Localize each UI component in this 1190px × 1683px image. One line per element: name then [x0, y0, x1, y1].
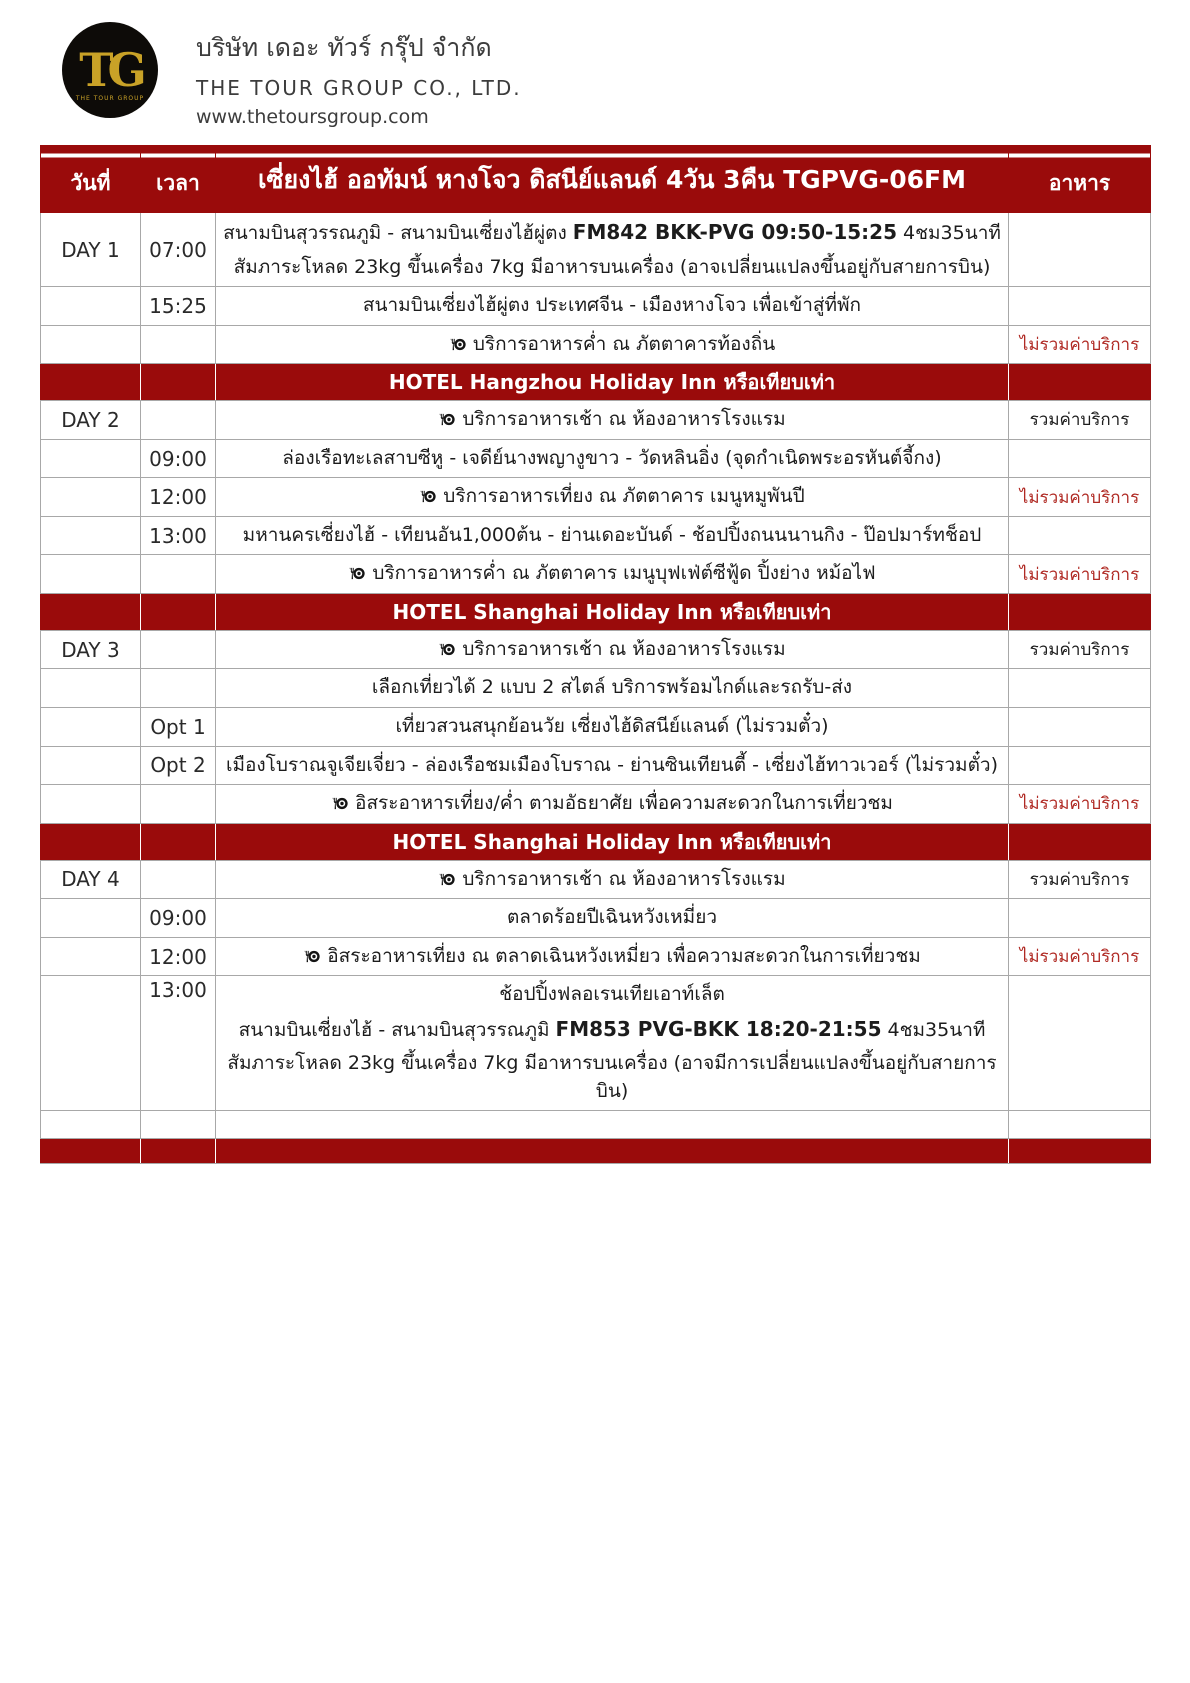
footer-band-row — [41, 1139, 1151, 1164]
itinerary-row — [41, 630, 1151, 669]
company-logo — [62, 22, 158, 118]
itinerary-row — [41, 555, 1151, 594]
itinerary-row — [41, 708, 1151, 747]
detail-line: ตลาดร้อยปีเฉินหวังเหมี่ยว — [506, 906, 718, 929]
detail-line: ล่องเรือทะเลสาบซีหู - เจดีย์นางพญางูขาว - วัดหลินอิ่ง (จุดกำเนิดพระอรหันต์จี้กง) — [282, 446, 942, 469]
day-cell — [41, 899, 141, 938]
hotel-name: HOTEL Hangzhou Holiday Inn หรือเทียบเท่า — [216, 364, 1009, 401]
meal-status-cell: รวมค่าบริการ — [1009, 860, 1151, 899]
detail-line: มหานครเซี่ยงไฮ้ - เทียนอัน1,000ต้น - ย่านเดอะบันด์ - ช้อปปิ้งถนนนานกิง - ป๊อปมาร์ทช็อป — [242, 523, 982, 546]
detail-cell — [216, 860, 1009, 899]
detail-line: บริการอาหารเช้า ณ ห้องอาหารโรงแรม — [222, 403, 1002, 437]
meal-status-cell — [1009, 1139, 1151, 1164]
meal-status-cell: รวมค่าบริการ — [1009, 401, 1151, 440]
dining-icon — [419, 489, 436, 504]
hotel-row — [41, 593, 1151, 630]
day-cell — [41, 478, 141, 517]
day-cell — [41, 364, 141, 401]
day-cell — [41, 1139, 141, 1164]
meal-status-cell — [1009, 823, 1151, 860]
time-cell: 09:00 — [141, 899, 216, 938]
hotel-name: HOTEL Shanghai Holiday Inn หรือเทียบเท่า — [216, 593, 1009, 630]
time-cell — [141, 860, 216, 899]
column-header-meal: อาหาร — [1009, 146, 1151, 213]
hotel-row — [41, 364, 1151, 401]
company-name-th: บริษัท เดอะ ทัวร์ กรุ๊ป จำกัด — [196, 33, 492, 62]
time-cell — [141, 1111, 216, 1139]
dining-icon — [449, 337, 466, 352]
itinerary-row — [41, 401, 1151, 440]
dining-icon — [348, 566, 365, 581]
meal-status-cell: ไม่รวมค่าบริการ — [1009, 325, 1151, 364]
time-cell: 12:00 — [141, 478, 216, 517]
itinerary-row — [41, 976, 1151, 1111]
dining-icon — [438, 412, 455, 427]
detail-cell — [216, 708, 1009, 747]
time-cell — [141, 785, 216, 824]
itinerary-row — [41, 899, 1151, 938]
time-cell — [141, 593, 216, 630]
day-cell: DAY 1 — [41, 213, 141, 287]
itinerary-row — [41, 785, 1151, 824]
itinerary-row — [41, 746, 1151, 785]
meal-status-cell: ไม่รวมค่าบริการ — [1009, 937, 1151, 976]
day-cell — [41, 516, 141, 555]
day-cell: DAY 2 — [41, 401, 141, 440]
detail-line: บริการอาหารเช้า ณ ห้องอาหารโรงแรม — [222, 863, 1002, 897]
detail-cell — [216, 439, 1009, 478]
time-cell — [141, 823, 216, 860]
spacer-row — [41, 1111, 1151, 1139]
time-cell — [141, 630, 216, 669]
itinerary-row — [41, 213, 1151, 287]
time-cell: 12:00 — [141, 937, 216, 976]
time-cell: 13:00 — [141, 516, 216, 555]
day-cell — [41, 823, 141, 860]
itinerary-row — [41, 439, 1151, 478]
detail-line: บริการอาหารค่ำ ณ ภัตตาคาร เมนูบุฟเฟ่ต์ซีฟู้ด ปิ้งย่าง หม้อไฟ — [222, 557, 1002, 591]
detail-cell — [216, 976, 1009, 1111]
hotel-row — [41, 823, 1151, 860]
meal-status-cell — [1009, 516, 1151, 555]
meal-status-cell — [1009, 976, 1151, 1111]
company-header — [62, 22, 522, 128]
itinerary-row — [41, 516, 1151, 555]
detail-line: สนามบินเซี่ยงไฮ้ผู่ตง ประเทศจีน - เมืองหางโจว เพื่อเข้าสู่ที่พัก — [362, 294, 862, 317]
detail-cell — [216, 401, 1009, 440]
dining-icon — [303, 949, 320, 964]
table-header-row — [41, 146, 1151, 213]
detail-line: สัมภาระโหลด 23kg ขึ้นเครื่อง 7kg มีอาหารบนเครื่อง (อาจเปลี่ยนแปลงขึ้นอยู่กับสายการบิน) — [233, 255, 991, 278]
detail-cell — [216, 785, 1009, 824]
itinerary-row — [41, 325, 1151, 364]
logo-caption: THE TOUR GROUP — [75, 95, 145, 102]
detail-line: อิสระอาหารเที่ยง/ค่ำ ตามอัธยาศัย เพื่อความสะดวกในการเที่ยวชม — [222, 787, 1002, 821]
day-cell — [41, 937, 141, 976]
detail-cell — [216, 1139, 1009, 1164]
meal-status-cell: ไม่รวมค่าบริการ — [1009, 555, 1151, 594]
day-cell: DAY 4 — [41, 860, 141, 899]
detail-line: เมืองโบราณจูเจียเจี่ยว - ล่องเรือชมเมืองโบราณ - ย่านซินเทียนตี้ - เซี่ยงไฮ้ทาวเวอร์ (ไม่รวมตั๋ว) — [225, 753, 999, 776]
detail-cell — [216, 1111, 1009, 1139]
meal-status-cell — [1009, 708, 1151, 747]
column-header-time: เวลา — [141, 146, 216, 213]
meal-status-cell: ไม่รวมค่าบริการ — [1009, 785, 1151, 824]
day-cell — [41, 708, 141, 747]
logo-monogram: TG — [79, 43, 141, 97]
detail-cell — [216, 478, 1009, 517]
time-cell — [141, 401, 216, 440]
itinerary-row — [41, 478, 1151, 517]
day-cell — [41, 287, 141, 326]
detail-cell — [216, 899, 1009, 938]
detail-cell — [216, 516, 1009, 555]
detail-cell — [216, 630, 1009, 669]
dining-icon — [331, 796, 348, 811]
detail-line: เที่ยวสวนสนุกย้อนวัย เซี่ยงไฮ้ดิสนีย์แลนด์ (ไม่รวมตั๋ว) — [395, 715, 829, 738]
meal-status-cell: ไม่รวมค่าบริการ — [1009, 478, 1151, 517]
time-cell — [141, 364, 216, 401]
meal-status-cell — [1009, 364, 1151, 401]
dining-icon — [438, 642, 455, 657]
itinerary-row — [41, 937, 1151, 976]
detail-line: บริการอาหารเที่ยง ณ ภัตตาคาร เมนูหมูพันปี — [222, 480, 1002, 514]
itinerary-row — [41, 287, 1151, 326]
detail-line: สนามบินเซี่ยงไฮ้ - สนามบินสุวรรณภูมิ FM853 PVG-BKK 18:20-21:55 4ชม35นาที — [238, 1016, 986, 1041]
detail-cell — [216, 746, 1009, 785]
time-cell: Opt 1 — [141, 708, 216, 747]
meal-status-cell — [1009, 593, 1151, 630]
meal-status-cell: รวมค่าบริการ — [1009, 630, 1151, 669]
time-cell — [141, 669, 216, 708]
detail-line: สัมภาระโหลด 23kg ขึ้นเครื่อง 7kg มีอาหารบนเครื่อง (อาจมีการเปลี่ยนแปลงขึ้นอยู่กับสายการบิน) — [227, 1052, 997, 1102]
time-cell: Opt 2 — [141, 746, 216, 785]
detail-line: บริการอาหารเช้า ณ ห้องอาหารโรงแรม — [222, 633, 1002, 667]
day-cell — [41, 669, 141, 708]
tour-title: เซี่ยงไฮ้ ออทัมน์ หางโจว ดิสนีย์แลนด์ 4วัน 3คืน TGPVG-06FM — [216, 146, 1009, 213]
day-cell — [41, 1111, 141, 1139]
detail-cell — [216, 937, 1009, 976]
detail-cell — [216, 213, 1009, 287]
detail-cell — [216, 669, 1009, 708]
day-cell — [41, 746, 141, 785]
itinerary-rows — [41, 213, 1151, 1164]
detail-line: บริการอาหารค่ำ ณ ภัตตาคารท้องถิ่น — [222, 328, 1002, 362]
detail-line: สนามบินสุวรรณภูมิ - สนามบินเซี่ยงไฮ้ผู่ตง FM842 BKK-PVG 09:50-15:25 4ชม35นาที — [223, 220, 1001, 244]
day-cell — [41, 325, 141, 364]
time-cell — [141, 325, 216, 364]
itinerary-row — [41, 669, 1151, 708]
meal-status-cell — [1009, 1111, 1151, 1139]
time-cell: 09:00 — [141, 439, 216, 478]
day-cell — [41, 439, 141, 478]
detail-cell — [216, 325, 1009, 364]
meal-status-cell — [1009, 287, 1151, 326]
meal-status-cell — [1009, 669, 1151, 708]
detail-cell — [216, 287, 1009, 326]
detail-line: เลือกเที่ยวได้ 2 แบบ 2 สไตล์ บริการพร้อมไกด์และรถรับ-ส่ง — [371, 676, 853, 699]
time-cell — [141, 1139, 216, 1164]
time-cell: 13:00 — [141, 976, 216, 1111]
column-header-day: วันที่ — [41, 146, 141, 213]
meal-status-cell — [1009, 213, 1151, 287]
day-cell — [41, 593, 141, 630]
detail-cell — [216, 555, 1009, 594]
time-cell — [141, 555, 216, 594]
detail-line: อิสระอาหารเที่ยง ณ ตลาดเฉินหวังเหมี่ยว เพื่อความสะดวกในการเที่ยวชม — [222, 940, 1002, 974]
time-cell: 15:25 — [141, 287, 216, 326]
time-cell: 07:00 — [141, 213, 216, 287]
itinerary-table — [40, 145, 1150, 1164]
day-cell — [41, 976, 141, 1111]
day-cell: DAY 3 — [41, 630, 141, 669]
meal-status-cell — [1009, 439, 1151, 478]
itinerary-row — [41, 860, 1151, 899]
day-cell — [41, 555, 141, 594]
company-website: www.thetoursgroup.com — [196, 106, 429, 128]
hotel-name: HOTEL Shanghai Holiday Inn หรือเทียบเท่า — [216, 823, 1009, 860]
detail-line: ช้อปปิ้งฟลอเรนเทียเอาท์เล็ต — [499, 983, 725, 1006]
company-name-en: THE TOUR GROUP CO., LTD. — [196, 76, 522, 100]
dining-icon — [438, 872, 455, 887]
day-cell — [41, 785, 141, 824]
meal-status-cell — [1009, 899, 1151, 938]
meal-status-cell — [1009, 746, 1151, 785]
